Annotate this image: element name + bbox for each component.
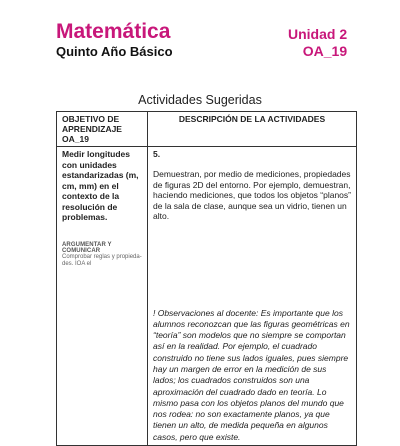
objective-cell	[57, 147, 148, 446]
unit-label: Unidad 2	[288, 26, 348, 42]
objective-text: Medir longitudes con unidades estandarizadas (m, cm, mm) en el contexto de la resolución de problemas.	[62, 149, 139, 222]
description-column-header: DESCRIPCIÓN DE LA ACTIVIDADES	[148, 112, 357, 147]
description-cell	[148, 147, 357, 446]
table-header-row	[57, 112, 357, 147]
skill-description: Comprobar reglas y propieda-des. IOA el	[62, 253, 142, 267]
activity-number: 5.	[153, 149, 161, 159]
subject-title: Matemática	[56, 20, 171, 43]
grade-subtitle: Quinto Año Básico	[56, 44, 173, 59]
activity-text: Demuestran, por medio de mediciones, propiedades de figuras 2D del entorno. Por ejemplo, demuestran, haciendo mediciones, que todos los objetos “planos” de la sala de clase, aunque sea un vidrio, tienen un alto.	[153, 169, 351, 221]
document-header-left	[56, 21, 173, 59]
skill-label: ARGUMENTAR Y COMUNICAR	[62, 241, 112, 254]
document-header-right	[288, 26, 347, 60]
objective-column-header: OBJETIVO DE APRENDIZAJE OA_19	[57, 112, 148, 147]
activities-table	[56, 111, 357, 446]
table-row	[57, 147, 357, 446]
oa-label: OA_19	[302, 43, 348, 59]
teacher-observation: ! Observaciones al docente: Es importante que los alumnos reconozcan que las figuras geométricas en “teoría” son modelos que no siempre se comportan así en la realidad. Por ejemplo, el cuadrado construido no tiene sus lados iguales, pues siempre hay un margen de error en la medición de sus lados; los cuadrados construidos son una aproximación del cuadrado dado en teoría. Lo mismo pasa con los objetos planos del mundo que nos rodea: no son exactamente planos, ya que tienen un alto, de medida pequeña en algunos casos, pero que existe.	[153, 307, 350, 442]
section-title: Actividades Sugeridas	[138, 93, 262, 107]
